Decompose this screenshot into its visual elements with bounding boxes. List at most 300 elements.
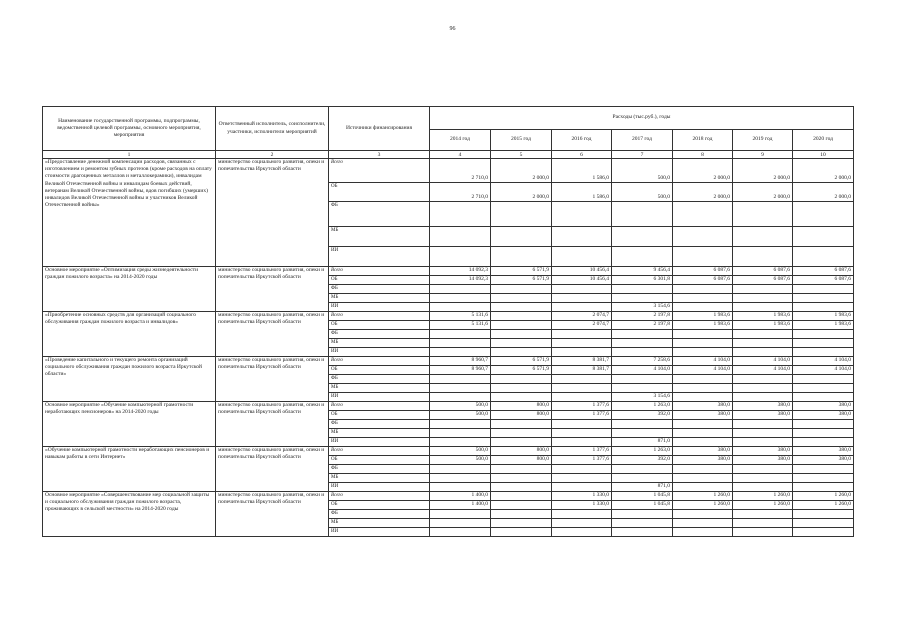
amount-cell: 380,0 [673,447,733,456]
funding-source-cell: Всего [329,267,430,276]
amount-cell [552,510,612,519]
amount-cell [430,420,491,429]
amount-cell: 4 104,0 [733,357,793,366]
amount-cell [673,474,733,483]
amount-cell [733,285,793,294]
amount-cell [612,519,673,528]
amount-cell [491,227,552,247]
amount-cell [491,510,552,519]
amount-cell [793,465,854,474]
amount-cell: 4 104,0 [673,357,733,366]
funding-source-cell: ОБ [329,456,430,465]
amount-cell: 8 381,7 [552,357,612,366]
amount-cell [793,227,854,247]
amount-cell: 8 381,7 [552,366,612,375]
amount-cell: 1 983,6 [733,312,793,321]
amount-cell [793,285,854,294]
amount-cell [430,330,491,339]
amount-cell: 2 074,7 [552,321,612,330]
header-executor: Ответственный исполнитель, соисполнители, участники, исполнители мероприятий [216,107,329,151]
amount-cell: 6 087,6 [793,276,854,285]
amount-cell [552,330,612,339]
amount-cell [673,483,733,492]
amount-cell [430,285,491,294]
amount-cell [673,294,733,303]
amount-cell [552,384,612,393]
amount-cell: 2 000,0 [491,183,552,202]
funding-source-cell: МБ [329,519,430,528]
amount-cell [733,294,793,303]
amount-cell [733,393,793,402]
amount-cell: 2 000,0 [733,183,793,202]
column-index: 2 [216,151,329,159]
amount-cell [552,348,612,357]
column-index: 5 [491,151,552,159]
amount-cell [793,348,854,357]
amount-cell [552,247,612,267]
amount-cell [552,474,612,483]
funding-source-cell: ФБ [329,465,430,474]
amount-cell [612,339,673,348]
amount-cell [793,510,854,519]
amount-cell [491,375,552,384]
amount-cell [793,375,854,384]
amount-cell [612,474,673,483]
amount-cell [733,429,793,438]
amount-cell [612,227,673,247]
amount-cell: 1 377,6 [552,402,612,411]
amount-cell [733,474,793,483]
amount-cell [733,348,793,357]
amount-cell [612,294,673,303]
budget-table [42,106,854,537]
amount-cell: 6 571,9 [491,276,552,285]
amount-cell [430,202,491,227]
funding-source-cell: Всего [329,402,430,411]
amount-cell [673,429,733,438]
amount-cell [430,510,491,519]
amount-cell [430,294,491,303]
amount-cell: 800,0 [491,402,552,411]
amount-cell [491,429,552,438]
amount-cell: 1 330,0 [552,501,612,510]
amount-cell [673,202,733,227]
amount-cell [612,420,673,429]
amount-cell [430,339,491,348]
amount-cell [552,483,612,492]
amount-cell: 380,0 [733,411,793,420]
amount-cell [552,202,612,227]
amount-cell [673,247,733,267]
header-funding-source: Источники финансирования [329,107,430,151]
amount-cell: 800,0 [491,456,552,465]
amount-cell [491,285,552,294]
amount-cell [491,501,552,510]
funding-source-cell: Всего [329,492,430,501]
amount-cell: 2 074,7 [552,312,612,321]
amount-cell: 2 710,0 [430,159,491,183]
executor-cell: министерство социального развития, опеки и попечительства Иркутской области [216,267,329,312]
amount-cell [793,384,854,393]
table-row [43,159,854,183]
funding-source-cell: ОБ [329,366,430,375]
funding-source-cell: ИИ [329,303,430,312]
program-name-cell: Основное мероприятие «Обучение компьютерной грамотности неработающих пенсионеров» на 2014-2020 годы [43,402,216,447]
amount-cell [491,294,552,303]
amount-cell [733,483,793,492]
amount-cell: 6 087,6 [733,276,793,285]
amount-cell [612,429,673,438]
amount-cell: 380,0 [673,402,733,411]
header-year: 2019 год [733,130,793,151]
amount-cell: 14 092,3 [430,267,491,276]
amount-cell [491,330,552,339]
amount-cell [430,483,491,492]
amount-cell [430,247,491,267]
amount-cell: 1 260,0 [673,492,733,501]
amount-cell [491,438,552,447]
amount-cell: 1 045,8 [612,501,673,510]
amount-cell: 1 263,0 [612,447,673,456]
amount-cell: 1 983,6 [793,312,854,321]
header-year: 2018 год [673,130,733,151]
amount-cell [673,510,733,519]
amount-cell [491,339,552,348]
amount-cell: 1 586,0 [552,183,612,202]
amount-cell: 5 131,6 [430,321,491,330]
funding-source-cell: МБ [329,429,430,438]
amount-cell: 9 456,4 [612,267,673,276]
amount-cell: 6 087,6 [673,276,733,285]
amount-cell: 4 104,0 [793,366,854,375]
amount-cell: 5 131,6 [430,312,491,321]
amount-cell: 500,0 [430,447,491,456]
funding-source-cell: ИИ [329,483,430,492]
amount-cell [733,528,793,537]
header-year: 2015 год [491,130,552,151]
amount-cell [552,285,612,294]
column-index: 4 [430,151,491,159]
funding-source-cell: МБ [329,384,430,393]
amount-cell: 380,0 [793,402,854,411]
funding-source-cell: МБ [329,474,430,483]
program-name-cell: «Предоставление денежной компенсации расходов, связанных с изготовлением и ремонтом зубных протезов (кроме расходов на оплату стоимости драгоценных металлов и металлокерамики), инвалидам Великой Отечественной войны и инвалидам боевых действий, ветеранам Великой Отечественной войны, вдов погибших (умерших) инвалидов Великой Отечественной войны и участников Великой Отечественной войны» [43,159,216,267]
funding-source-cell: Всего [329,447,430,456]
amount-cell [430,528,491,537]
funding-source-cell: ОБ [329,276,430,285]
amount-cell [552,429,612,438]
amount-cell: 500,0 [430,402,491,411]
amount-cell: 380,0 [673,456,733,465]
executor-cell: министерство социального развития, опеки и попечительства Иркутской области [216,357,329,402]
amount-cell [612,247,673,267]
amount-cell [552,420,612,429]
amount-cell: 2 000,0 [733,159,793,183]
funding-source-cell: ИИ [329,247,430,267]
amount-cell [793,519,854,528]
amount-cell: 871,0 [612,438,673,447]
amount-cell [673,384,733,393]
amount-cell: 380,0 [733,402,793,411]
funding-source-cell: ФБ [329,510,430,519]
amount-cell [673,339,733,348]
amount-cell [612,285,673,294]
amount-cell [491,247,552,267]
amount-cell [430,227,491,247]
amount-cell [552,375,612,384]
amount-cell [793,303,854,312]
amount-cell [793,330,854,339]
amount-cell [552,528,612,537]
executor-cell: министерство социального развития, опеки и попечительства Иркутской области [216,492,329,537]
amount-cell [793,247,854,267]
funding-source-cell: МБ [329,294,430,303]
amount-cell [673,303,733,312]
amount-cell: 392,0 [612,456,673,465]
amount-cell: 3 154,6 [612,393,673,402]
amount-cell [430,393,491,402]
funding-source-cell: Всего [329,312,430,321]
amount-cell [733,227,793,247]
amount-cell [793,429,854,438]
amount-cell: 1 045,8 [612,492,673,501]
amount-cell [673,465,733,474]
amount-cell [673,528,733,537]
amount-cell [491,321,552,330]
header-year: 2017 год [612,130,673,151]
program-name-cell: «Приобретение основных средств для организаций социального обслуживания граждан пожилого возраста и инвалидов» [43,312,216,357]
amount-cell [673,438,733,447]
table-row [43,492,854,501]
executor-cell: министерство социального развития, опеки и попечительства Иркутской области [216,312,329,357]
amount-cell [491,492,552,501]
amount-cell: 500,0 [612,159,673,183]
column-index: 7 [612,151,673,159]
amount-cell [793,202,854,227]
amount-cell [552,294,612,303]
amount-cell [612,202,673,227]
funding-source-cell: ФБ [329,330,430,339]
amount-cell [491,519,552,528]
amount-cell: 1 983,6 [793,321,854,330]
amount-cell [552,303,612,312]
table-body [43,159,854,537]
program-name-cell: Основное мероприятие «Оптимизация среды жизнедеятельности граждан пожилого возраста» на 2014-2020 годы [43,267,216,312]
funding-source-cell: Всего [329,159,430,183]
amount-cell: 6 571,9 [491,366,552,375]
amount-cell: 6 301,8 [612,276,673,285]
amount-cell: 7 258,6 [612,357,673,366]
funding-source-cell: ИИ [329,438,430,447]
amount-cell: 2 197,8 [612,312,673,321]
amount-cell [733,339,793,348]
amount-cell [793,393,854,402]
amount-cell: 14 092,3 [430,276,491,285]
funding-source-cell: ОБ [329,321,430,330]
amount-cell [491,528,552,537]
amount-cell [430,474,491,483]
amount-cell [673,285,733,294]
amount-cell [793,420,854,429]
amount-cell [552,465,612,474]
amount-cell: 1 377,6 [552,411,612,420]
amount-cell [673,519,733,528]
column-index: 3 [329,151,430,159]
amount-cell [733,202,793,227]
amount-cell: 500,0 [430,411,491,420]
executor-cell: министерство социального развития, опеки и попечительства Иркутской области [216,447,329,492]
table-row [43,357,854,366]
amount-cell: 2 000,0 [793,183,854,202]
amount-cell: 1 260,0 [793,501,854,510]
amount-cell: 2 710,0 [430,183,491,202]
amount-cell [430,348,491,357]
amount-cell [733,420,793,429]
amount-cell: 8 960,7 [430,366,491,375]
funding-source-cell: ИИ [329,348,430,357]
amount-cell [733,247,793,267]
amount-cell [430,465,491,474]
amount-cell: 1 983,6 [733,321,793,330]
executor-cell: министерство социального развития, опеки и попечительства Иркутской области [216,159,329,267]
executor-cell: министерство социального развития, опеки и попечительства Иркутской области [216,402,329,447]
funding-source-cell: Всего [329,357,430,366]
amount-cell: 380,0 [793,411,854,420]
amount-cell: 800,0 [491,447,552,456]
amount-cell: 2 000,0 [793,159,854,183]
amount-cell: 1 260,0 [673,501,733,510]
amount-cell [552,519,612,528]
amount-cell [430,438,491,447]
funding-source-cell: ФБ [329,375,430,384]
amount-cell [612,528,673,537]
amount-cell [430,375,491,384]
amount-cell: 1 260,0 [793,492,854,501]
amount-cell: 1 400,0 [430,492,491,501]
amount-cell: 1 586,0 [552,159,612,183]
amount-cell: 1 400,0 [430,501,491,510]
funding-source-cell: ФБ [329,202,430,227]
table-row [43,267,854,276]
amount-cell [612,510,673,519]
amount-cell [793,438,854,447]
amount-cell: 500,0 [430,456,491,465]
amount-cell [733,465,793,474]
amount-cell [673,348,733,357]
amount-cell [733,510,793,519]
amount-cell: 1 983,6 [673,321,733,330]
funding-source-cell: ФБ [329,420,430,429]
amount-cell [491,202,552,227]
amount-cell: 1 377,6 [552,447,612,456]
amount-cell [491,312,552,321]
amount-cell [733,519,793,528]
amount-cell: 500,0 [612,183,673,202]
table-row [43,402,854,411]
amount-cell [733,384,793,393]
amount-cell: 4 104,0 [793,357,854,366]
amount-cell: 6 087,6 [733,267,793,276]
amount-cell [793,294,854,303]
amount-cell [673,330,733,339]
amount-cell: 1 260,0 [733,501,793,510]
amount-cell [673,375,733,384]
funding-source-cell: МБ [329,339,430,348]
program-name-cell: Основное мероприятие «Совершенствование мер социальной защиты и социального обслуживания граждан пожилого возраста, проживающих в сельской местности» на 2014-2020 годы [43,492,216,537]
amount-cell: 2 000,0 [673,183,733,202]
amount-cell [430,519,491,528]
column-index: 10 [793,151,854,159]
amount-cell: 6 571,9 [491,267,552,276]
amount-cell: 1 330,0 [552,492,612,501]
amount-cell [491,483,552,492]
funding-source-cell: ОБ [329,183,430,202]
table-row [43,312,854,321]
header-program-name: Наименование государственной программы, подпрограммы, ведомственной целевой программы, основного мероприятия, мероприятия [43,107,216,151]
amount-cell: 1 983,6 [673,312,733,321]
funding-source-cell: ИИ [329,528,430,537]
funding-source-cell: ОБ [329,411,430,420]
header-year: 2014 год [430,130,491,151]
funding-source-cell: МБ [329,227,430,247]
amount-cell [491,474,552,483]
amount-cell [673,393,733,402]
column-index: 6 [552,151,612,159]
amount-cell [733,303,793,312]
amount-cell: 392,0 [612,411,673,420]
column-index: 1 [43,151,216,159]
amount-cell [552,393,612,402]
amount-cell: 4 104,0 [612,366,673,375]
amount-cell: 1 377,6 [552,456,612,465]
amount-cell [612,384,673,393]
amount-cell: 380,0 [793,447,854,456]
amount-cell [552,438,612,447]
amount-cell: 1 260,0 [733,492,793,501]
amount-cell: 6 571,9 [491,357,552,366]
header-year: 2020 год [793,130,854,151]
amount-cell: 380,0 [733,456,793,465]
amount-cell [491,303,552,312]
amount-cell: 10 456,4 [552,276,612,285]
amount-cell: 10 456,4 [552,267,612,276]
amount-cell: 2 197,8 [612,321,673,330]
amount-cell [733,375,793,384]
amount-cell [793,339,854,348]
amount-cell [673,420,733,429]
amount-cell [491,465,552,474]
header-year: 2016 год [552,130,612,151]
amount-cell: 3 154,6 [612,303,673,312]
amount-cell: 380,0 [793,456,854,465]
amount-cell [733,330,793,339]
amount-cell [793,528,854,537]
amount-cell: 2 000,0 [491,159,552,183]
amount-cell: 1 263,0 [612,402,673,411]
amount-cell [612,465,673,474]
amount-cell: 800,0 [491,411,552,420]
amount-cell [612,348,673,357]
amount-cell [612,375,673,384]
amount-cell [612,330,673,339]
amount-cell: 871,0 [612,483,673,492]
funding-source-cell: ИИ [329,393,430,402]
amount-cell [673,227,733,247]
amount-cell [491,384,552,393]
amount-cell [491,393,552,402]
program-name-cell: «Проведение капитального и текущего ремонта организаций социального обслуживания граждан пожилого возраста Иркутской области» [43,357,216,402]
page-number: 96 [449,26,456,32]
